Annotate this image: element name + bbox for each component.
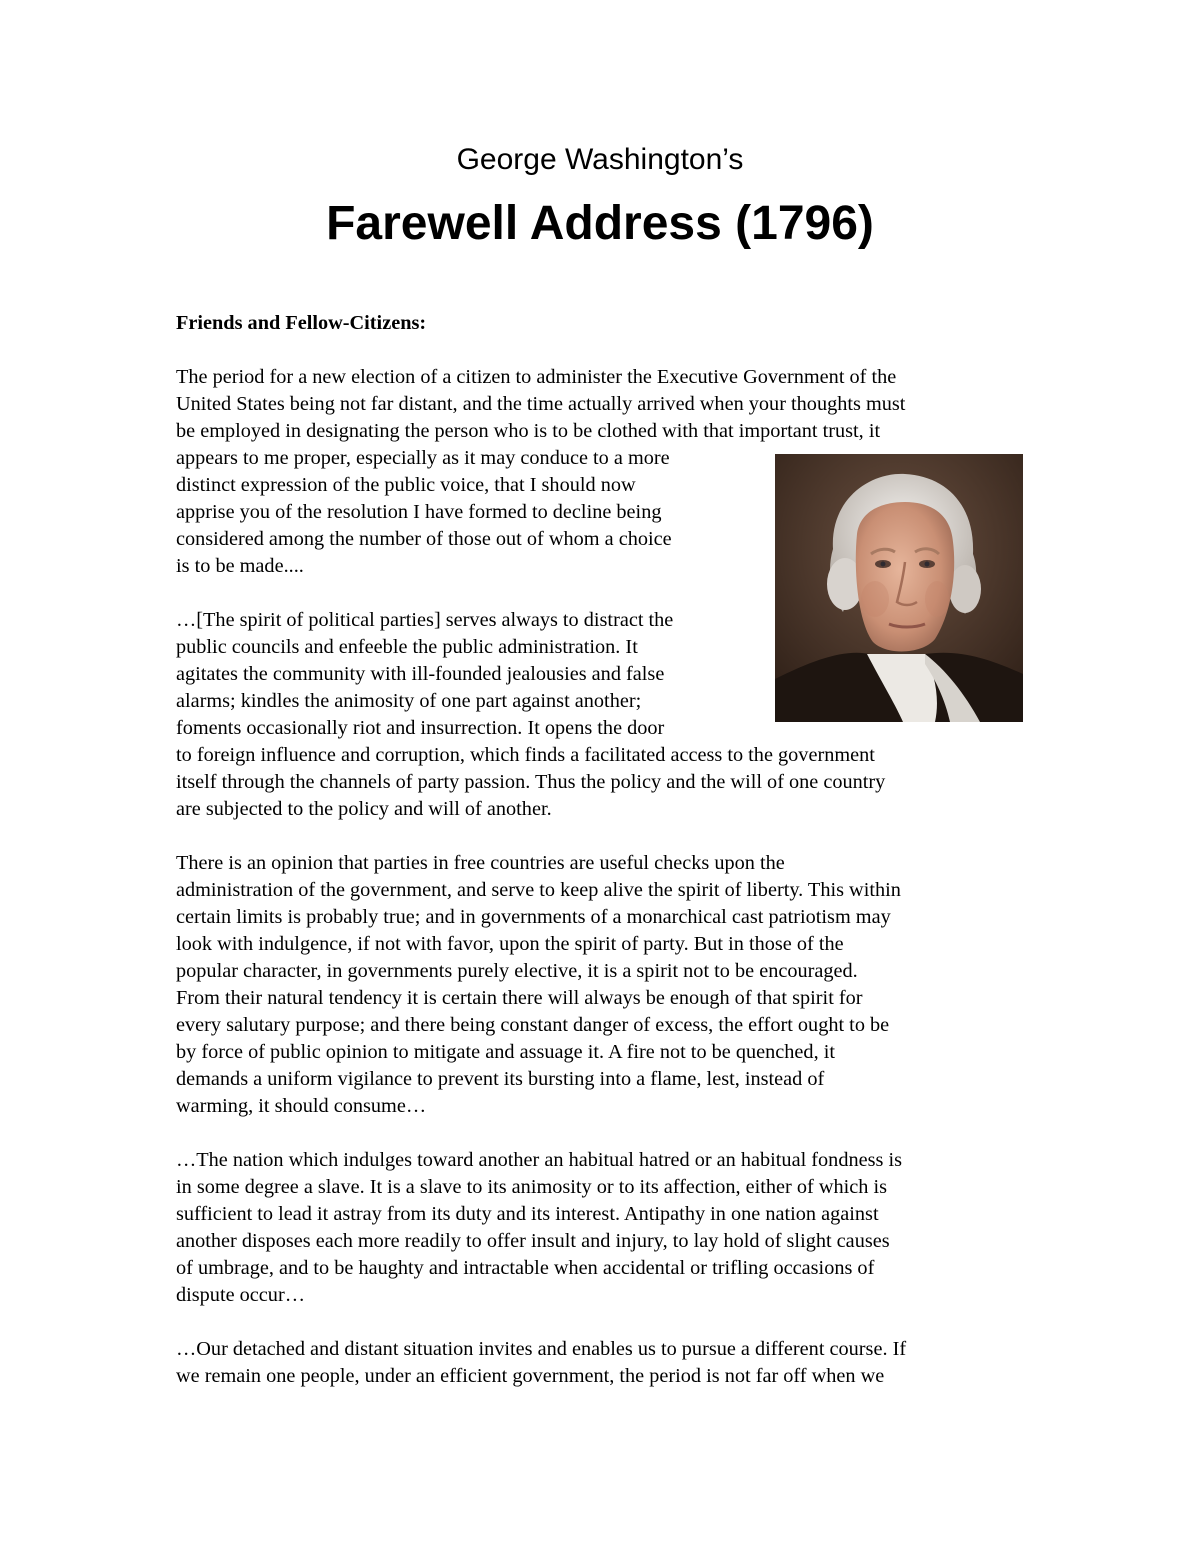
text-line: appears to me proper, especially as it may conduce to a more: [176, 447, 670, 469]
title-block: [0, 140, 1200, 254]
paragraph-1: [176, 364, 1036, 580]
document-body: [176, 310, 1036, 1417]
text-line: The period for a new election of a citizen to administer the Executive Government of the: [176, 366, 897, 388]
text-line: popular character, in governments purely elective, it is a spirit not to be encouraged.: [176, 960, 858, 982]
text-line: …Our detached and distant situation invites and enables us to pursue a different course. If: [176, 1338, 907, 1360]
text-line: by force of public opinion to mitigate and assuage it. A fire not to be quenched, it: [176, 1041, 835, 1063]
text-line: look with indulgence, if not with favor, upon the spirit of party. But in those of the: [176, 933, 844, 955]
text-line: There is an opinion that parties in free countries are useful checks upon the: [176, 852, 785, 874]
text-line: administration of the government, and serve to keep alive the spirit of liberty. This within: [176, 879, 901, 901]
text-line: itself through the channels of party passion. Thus the policy and the will of one country: [176, 771, 886, 793]
document-title: Farewell Address (1796): [326, 197, 874, 250]
paragraph-2: [176, 607, 1036, 823]
text-line: From their natural tendency it is certain there will always be enough of that spirit for: [176, 987, 863, 1009]
text-line: warming, it should consume…: [176, 1095, 427, 1117]
text-line: of umbrage, and to be haughty and intractable when accidental or trifling occasions of: [176, 1257, 875, 1279]
text-line: another disposes each more readily to offer insult and injury, to lay hold of slight causes: [176, 1230, 890, 1252]
text-line: to foreign influence and corruption, which finds a facilitated access to the government: [176, 744, 875, 766]
text-line: …The nation which indulges toward another an habitual hatred or an habitual fondness is: [176, 1149, 902, 1171]
text-line: public councils and enfeeble the public administration. It: [176, 636, 638, 658]
document-subtitle: George Washington’s: [456, 143, 744, 176]
greeting: Friends and Fellow-Citizens:: [176, 312, 427, 334]
text-line: foments occasionally riot and insurrection. It opens the door: [176, 717, 665, 739]
text-line: dispute occur…: [176, 1284, 305, 1306]
paragraph-4: [176, 1147, 1036, 1309]
paragraph-5: [176, 1336, 1036, 1390]
text-line: considered among the number of those out of whom a choice: [176, 528, 672, 550]
text-line: demands a uniform vigilance to prevent its bursting into a flame, lest, instead of: [176, 1068, 825, 1090]
text-line: distinct expression of the public voice, that I should now: [176, 474, 636, 496]
text-line: certain limits is probably true; and in governments of a monarchical cast patriotism may: [176, 906, 891, 928]
text-line: United States being not far distant, and the time actually arrived when your thoughts must: [176, 393, 906, 415]
text-line: are subjected to the policy and will of another.: [176, 798, 552, 820]
text-line: sufficient to lead it astray from its duty and its interest. Antipathy in one nation against: [176, 1203, 879, 1225]
text-line: be employed in designating the person who is to be clothed with that important trust, it: [176, 420, 881, 442]
text-line: agitates the community with ill-founded jealousies and false: [176, 663, 665, 685]
paragraph-3: [176, 850, 1036, 1120]
text-line: …[The spirit of political parties] serves always to distract the: [176, 609, 674, 631]
text-line: apprise you of the resolution I have formed to decline being: [176, 501, 662, 523]
text-line: every salutary purpose; and there being constant danger of excess, the effort ought to be: [176, 1014, 890, 1036]
text-line: is to be made....: [176, 555, 304, 577]
text-line: alarms; kindles the animosity of one part against another;: [176, 690, 642, 712]
text-line: we remain one people, under an efficient government, the period is not far off when we: [176, 1365, 885, 1387]
text-line: in some degree a slave. It is a slave to its animosity or to its affection, either of which is: [176, 1176, 887, 1198]
